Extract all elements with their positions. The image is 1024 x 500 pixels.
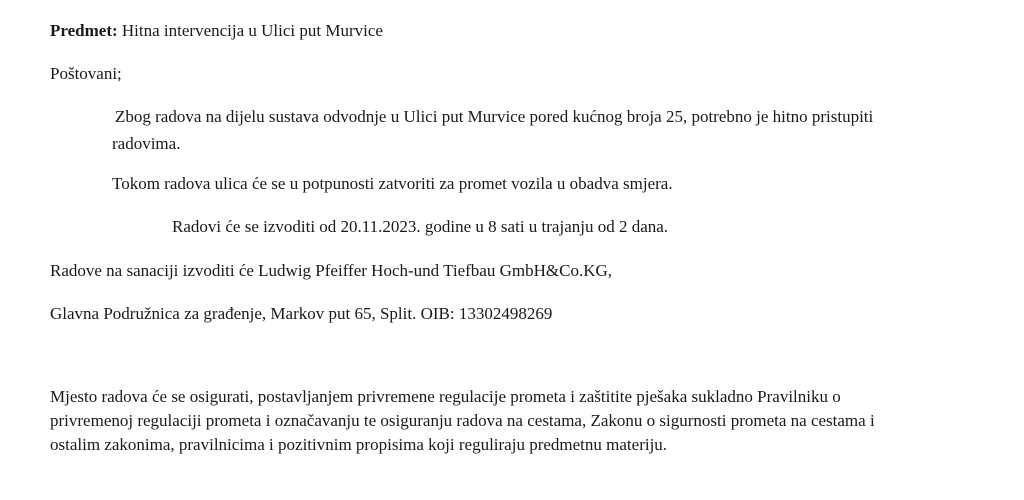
paragraph-6-line-3: ostalim zakonima, pravilnicima i pozitivnim propisima koji reguliraju predmetnu materiju. [50, 435, 668, 454]
subject-line [50, 20, 383, 42]
paragraph-1-line-2: radovima. [112, 134, 181, 153]
paragraph-5: Glavna Podružnica za građenje, Markov put 65, Split. OIB: 13302498269 [50, 304, 553, 323]
paragraph-6-line-2: privremenoj regulaciji prometa i označavanju te osiguranju radova na cestama, Zakonu o sigurnosti prometa na cestama i [50, 411, 875, 430]
greeting: Poštovani; [50, 64, 122, 83]
subject-text: Hitna intervencija u Ulici put Murvice [121, 21, 383, 40]
paragraph-6-line-1: Mjesto radova će se osigurati, postavljanjem privremene regulacije prometa i zaštitite pješaka sukladno Pravilniku o [50, 387, 841, 406]
paragraph-2: Tokom radova ulica će se u potpunosti zatvoriti za promet vozila u obadva smjera. [112, 174, 673, 193]
subject-label: Predmet: [50, 21, 118, 40]
paragraph-3: Radovi će se izvoditi od 20.11.2023. godine u 8 sati u trajanju od 2 dana. [172, 217, 669, 236]
paragraph-1-line-1: Zbog radova na dijelu sustava odvodnje u Ulici put Murvice pored kućnog broja 25, potrebno je hitno pristupiti [115, 107, 874, 126]
paragraph-4: Radove na sanaciji izvoditi će Ludwig Pfeiffer Hoch-und Tiefbau GmbH&Co.KG, [50, 261, 612, 280]
